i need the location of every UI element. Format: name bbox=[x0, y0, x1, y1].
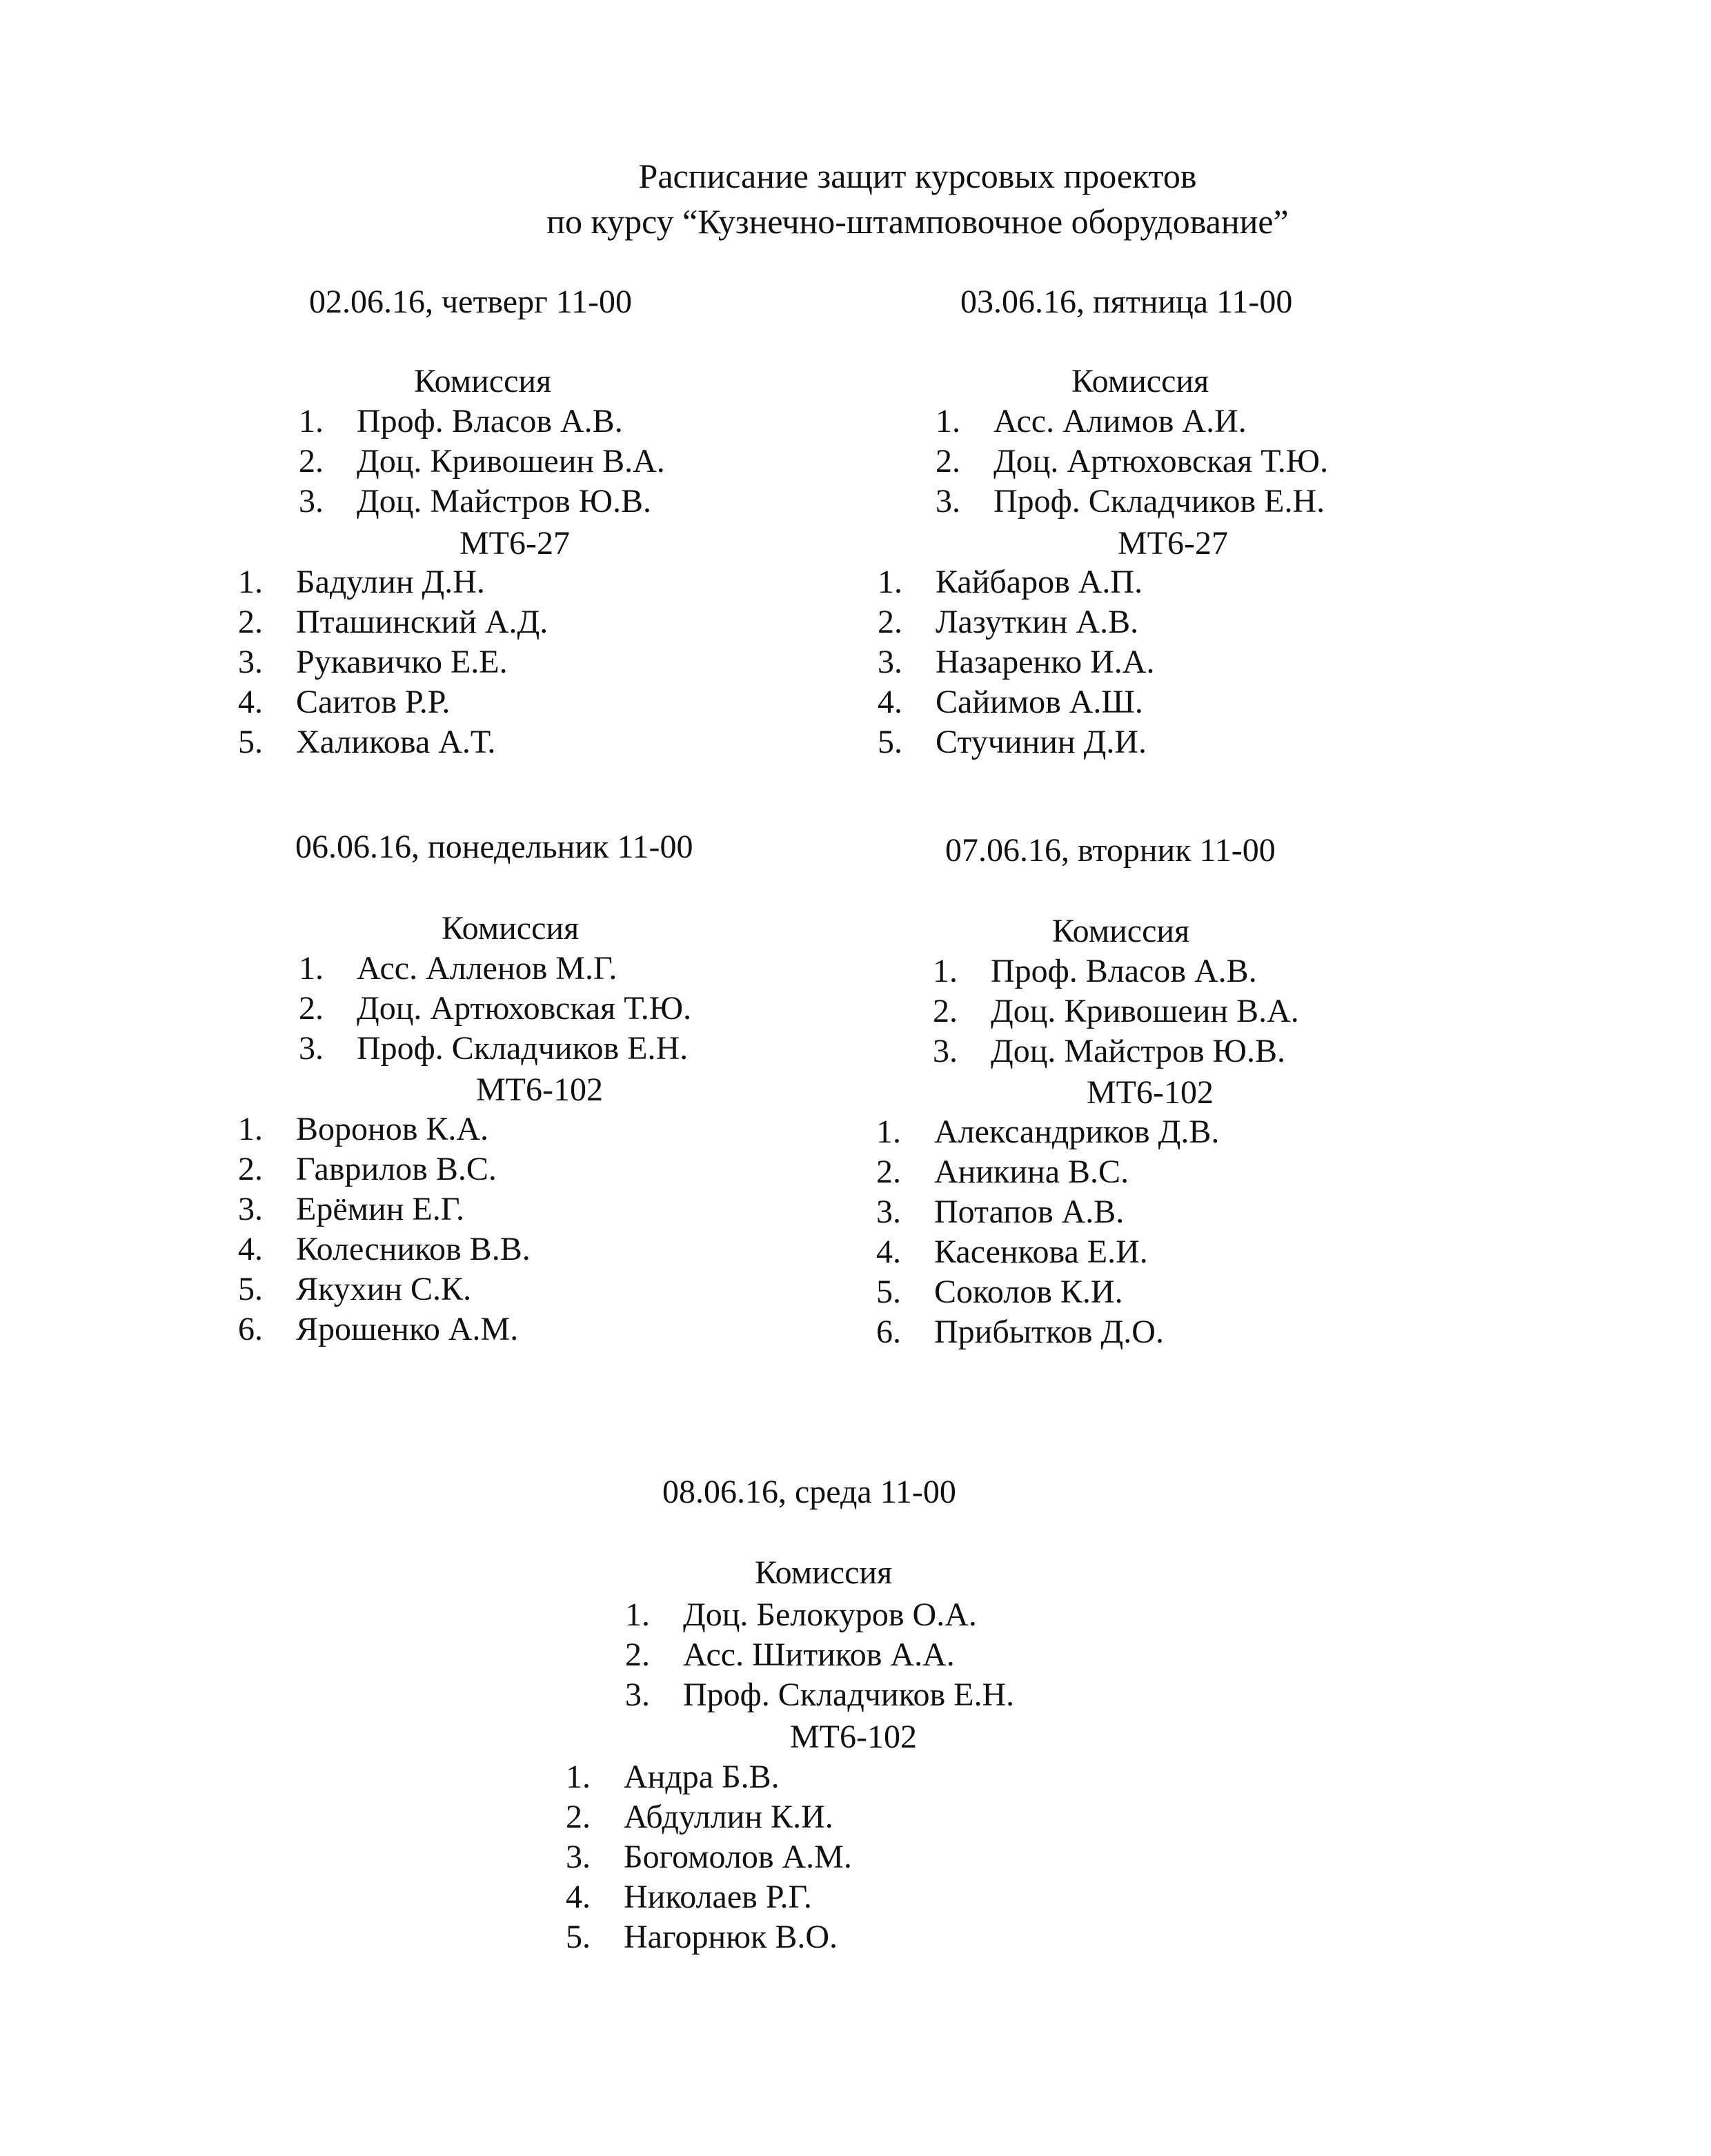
student-name: Назаренко И.А. bbox=[936, 644, 1155, 680]
list-number: 2. bbox=[878, 604, 902, 640]
student-item bbox=[238, 722, 548, 762]
student-item bbox=[238, 1149, 531, 1189]
member-name: Асс. Шитиков А.А. bbox=[683, 1636, 955, 1673]
student-name: Касенкова Е.И. bbox=[934, 1234, 1148, 1270]
list-number: 1. bbox=[936, 403, 960, 439]
member-name: Проф. Складчиков Е.Н. bbox=[683, 1677, 1015, 1713]
student-item bbox=[878, 602, 1154, 642]
student-name: Якухин С.К. bbox=[296, 1271, 472, 1307]
commission-member bbox=[299, 989, 691, 1029]
student-item bbox=[566, 1757, 852, 1797]
member-name: Проф. Власов А.В. bbox=[357, 403, 623, 439]
student-list bbox=[566, 1757, 852, 1957]
member-name: Доц. Майстров Ю.В. bbox=[991, 1033, 1285, 1069]
commission-list bbox=[933, 951, 1299, 1071]
group-code: МТ6-27 bbox=[1118, 525, 1228, 562]
student-name: Александриков Д.В. bbox=[934, 1114, 1220, 1150]
student-name: Пташинский А.Д. bbox=[296, 604, 548, 640]
list-number: 5. bbox=[238, 1271, 263, 1307]
list-number: 1. bbox=[299, 950, 324, 987]
session-date: 07.06.16, вторник 11-00 bbox=[945, 832, 1276, 869]
student-item bbox=[876, 1272, 1219, 1312]
student-item bbox=[876, 1232, 1219, 1272]
group-code: МТ6-102 bbox=[1087, 1074, 1214, 1111]
student-name: Стучинин Д.И. bbox=[936, 724, 1147, 760]
list-number: 1. bbox=[625, 1596, 650, 1633]
student-item bbox=[876, 1152, 1219, 1192]
student-item bbox=[566, 1877, 852, 1917]
session-date: 03.06.16, пятница 11-00 bbox=[960, 284, 1293, 320]
commission-heading: Комиссия bbox=[442, 910, 580, 947]
commission-member bbox=[299, 442, 665, 482]
list-number: 1. bbox=[566, 1759, 591, 1795]
list-number: 3. bbox=[566, 1839, 591, 1875]
student-item bbox=[878, 722, 1154, 762]
member-name: Асс. Алимов А.И. bbox=[993, 403, 1247, 439]
student-name: Колесников В.В. bbox=[296, 1231, 531, 1267]
session-date: 02.06.16, четверг 11-00 bbox=[309, 284, 632, 320]
student-item bbox=[238, 602, 548, 642]
student-name: Богомолов А.М. bbox=[624, 1839, 852, 1875]
student-name: Бадулин Д.Н. bbox=[296, 564, 485, 600]
student-item bbox=[876, 1312, 1219, 1352]
list-number: 4. bbox=[238, 684, 263, 720]
list-number: 6. bbox=[238, 1311, 263, 1347]
student-name: Абдуллин К.И. bbox=[624, 1799, 833, 1835]
student-item bbox=[238, 1309, 531, 1349]
list-number: 2. bbox=[876, 1154, 901, 1190]
student-name: Николаев Р.Г. bbox=[624, 1879, 812, 1915]
member-name: Доц. Кривошеин В.А. bbox=[357, 443, 665, 479]
list-number: 1. bbox=[299, 403, 324, 439]
student-item bbox=[238, 642, 548, 682]
list-number: 1. bbox=[238, 564, 263, 600]
list-number: 5. bbox=[238, 724, 263, 760]
commission-list bbox=[299, 949, 691, 1069]
list-number: 3. bbox=[876, 1194, 901, 1230]
commission-member bbox=[933, 951, 1299, 991]
list-number: 3. bbox=[936, 483, 960, 520]
member-name: Доц. Артюховская Т.Ю. bbox=[357, 990, 692, 1027]
list-number: 2. bbox=[299, 443, 324, 479]
student-list bbox=[876, 1112, 1219, 1352]
group-code: МТ6-27 bbox=[459, 525, 570, 562]
student-item bbox=[566, 1797, 852, 1837]
commission-member bbox=[936, 402, 1328, 442]
commission-member bbox=[625, 1675, 1014, 1715]
session-date: 06.06.16, понедельник 11-00 bbox=[295, 829, 693, 865]
member-name: Проф. Складчиков Е.Н. bbox=[993, 483, 1325, 520]
student-item bbox=[878, 682, 1154, 722]
group-code: МТ6-102 bbox=[790, 1719, 917, 1755]
list-number: 3. bbox=[238, 1191, 263, 1227]
student-name: Кайбаров А.П. bbox=[936, 564, 1143, 600]
student-item bbox=[876, 1192, 1219, 1232]
student-item bbox=[238, 1269, 531, 1309]
commission-member bbox=[933, 1031, 1299, 1071]
student-item bbox=[566, 1837, 852, 1877]
member-name: Доц. Артюховская Т.Ю. bbox=[993, 443, 1329, 479]
student-item bbox=[878, 562, 1154, 602]
member-name: Доц. Кривошеин В.А. bbox=[991, 993, 1299, 1029]
list-number: 2. bbox=[625, 1636, 650, 1673]
list-number: 3. bbox=[933, 1033, 958, 1069]
member-name: Проф. Складчиков Е.Н. bbox=[357, 1030, 689, 1067]
student-name: Соколов К.И. bbox=[934, 1274, 1123, 1310]
commission-member bbox=[933, 991, 1299, 1031]
student-name: Аникина В.С. bbox=[934, 1154, 1129, 1190]
commission-member bbox=[625, 1595, 1014, 1635]
student-item bbox=[238, 1109, 531, 1149]
list-number: 6. bbox=[876, 1314, 901, 1350]
list-number: 1. bbox=[878, 564, 902, 600]
list-number: 3. bbox=[625, 1677, 650, 1713]
student-name: Андра Б.В. bbox=[624, 1759, 780, 1795]
student-name: Рукавичко Е.Е. bbox=[296, 644, 508, 680]
list-number: 1. bbox=[933, 953, 958, 989]
member-name: Асс. Алленов М.Г. bbox=[357, 950, 617, 987]
commission-heading: Комиссия bbox=[414, 363, 552, 399]
member-name: Проф. Власов А.В. bbox=[991, 953, 1257, 989]
commission-member bbox=[936, 442, 1328, 482]
list-number: 2. bbox=[238, 1151, 263, 1187]
commission-member bbox=[299, 1029, 691, 1069]
commission-heading: Комиссия bbox=[1071, 363, 1209, 399]
student-item bbox=[878, 642, 1154, 682]
commission-member bbox=[299, 949, 691, 989]
list-number: 5. bbox=[878, 724, 902, 760]
student-item bbox=[238, 1229, 531, 1269]
student-name: Ерёмин Е.Г. bbox=[296, 1191, 465, 1227]
student-name: Гаврилов В.С. bbox=[296, 1151, 497, 1187]
commission-member bbox=[299, 482, 665, 522]
student-name: Лазуткин А.В. bbox=[936, 604, 1139, 640]
list-number: 5. bbox=[876, 1274, 901, 1310]
student-item bbox=[238, 682, 548, 722]
commission-heading: Комиссия bbox=[1052, 913, 1190, 949]
session-date: 08.06.16, среда 11-00 bbox=[662, 1474, 956, 1510]
list-number: 4. bbox=[876, 1234, 901, 1270]
document-title: Расписание защит курсовых проектов bbox=[638, 157, 1197, 195]
list-number: 3. bbox=[299, 483, 324, 520]
commission-list bbox=[625, 1595, 1014, 1715]
student-list bbox=[238, 562, 548, 762]
list-number: 2. bbox=[299, 990, 324, 1027]
list-number: 5. bbox=[566, 1919, 591, 1955]
list-number: 3. bbox=[878, 644, 902, 680]
student-item bbox=[876, 1112, 1219, 1152]
list-number: 4. bbox=[566, 1879, 591, 1915]
list-number: 1. bbox=[876, 1114, 901, 1150]
list-number: 1. bbox=[238, 1111, 263, 1147]
student-list bbox=[238, 1109, 531, 1349]
commission-list bbox=[299, 402, 665, 522]
list-number: 3. bbox=[299, 1030, 324, 1067]
list-number: 3. bbox=[238, 644, 263, 680]
commission-list bbox=[936, 402, 1328, 522]
student-item bbox=[238, 562, 548, 602]
commission-member bbox=[625, 1635, 1014, 1675]
student-name: Саитов Р.Р. bbox=[296, 684, 451, 720]
list-number: 2. bbox=[936, 443, 960, 479]
list-number: 2. bbox=[238, 604, 263, 640]
student-item bbox=[566, 1917, 852, 1957]
student-name: Сайимов А.Ш. bbox=[936, 684, 1143, 720]
student-name: Халикова А.Т. bbox=[296, 724, 496, 760]
student-name: Ярошенко А.М. bbox=[296, 1311, 519, 1347]
student-name: Воронов К.А. bbox=[296, 1111, 489, 1147]
commission-heading: Комиссия bbox=[755, 1554, 893, 1591]
list-number: 4. bbox=[238, 1231, 263, 1267]
member-name: Доц. Белокуров О.А. bbox=[683, 1596, 977, 1633]
list-number: 4. bbox=[878, 684, 902, 720]
commission-member bbox=[299, 402, 665, 442]
commission-member bbox=[936, 482, 1328, 522]
list-number: 2. bbox=[566, 1799, 591, 1835]
student-item bbox=[238, 1189, 531, 1229]
list-number: 2. bbox=[933, 993, 958, 1029]
member-name: Доц. Майстров Ю.В. bbox=[357, 483, 651, 520]
group-code: МТ6-102 bbox=[476, 1071, 603, 1108]
student-name: Нагорнюк В.О. bbox=[624, 1919, 838, 1955]
student-name: Прибытков Д.О. bbox=[934, 1314, 1164, 1350]
student-name: Потапов А.В. bbox=[934, 1194, 1125, 1230]
student-list bbox=[878, 562, 1154, 762]
document-subtitle: по курсу “Кузнечно-штамповочное оборудование” bbox=[546, 202, 1289, 241]
